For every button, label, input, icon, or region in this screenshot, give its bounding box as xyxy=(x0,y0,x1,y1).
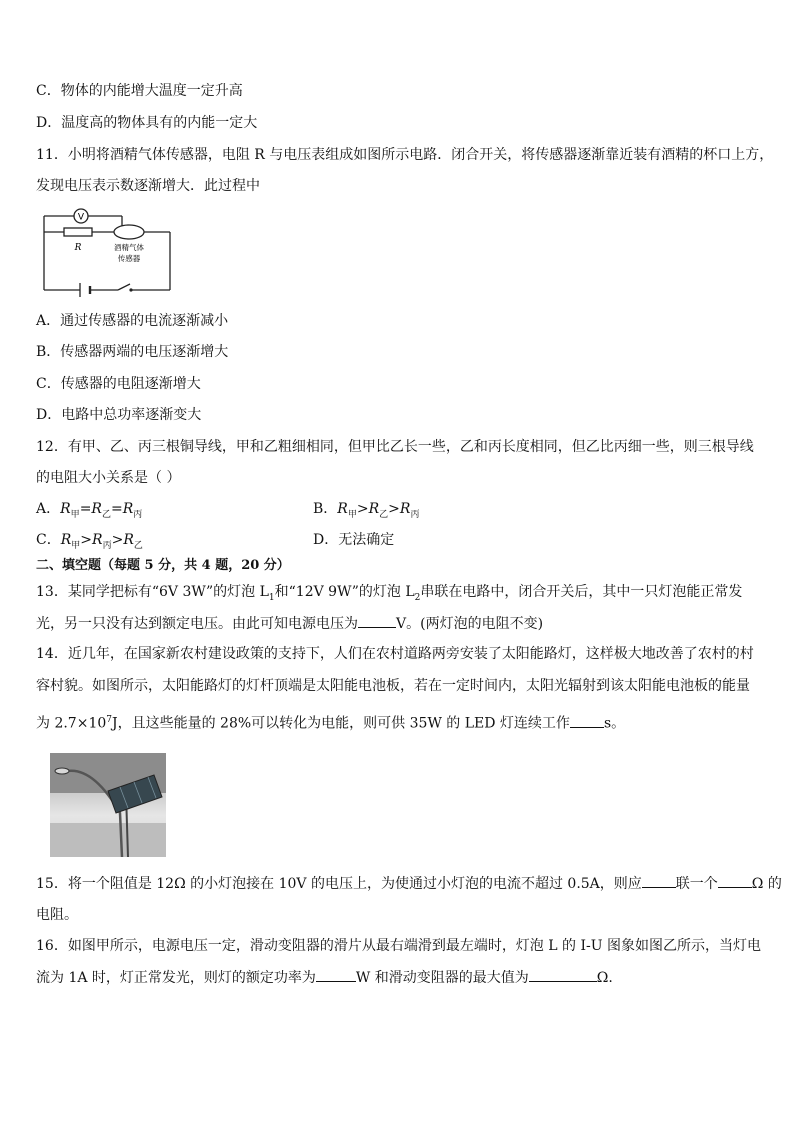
question-12-option-b: B．$R_甲>R_乙>R_丙$ xyxy=(313,501,420,520)
resistor-icon xyxy=(64,228,92,236)
switch-icon xyxy=(129,288,132,291)
resistor-label: R xyxy=(74,243,82,253)
question-11-option-d: D．电路中总功率逐渐变大 xyxy=(36,407,202,423)
answer-blank[interactable] xyxy=(642,874,676,888)
sensor-icon xyxy=(114,225,144,239)
sensor-label-line-1: 酒精气体 xyxy=(114,243,144,252)
question-16-line-2: 流为 1A 时，灯正常发光，则灯的额定功率为 W 和滑动变阻器的最大值为 Ω. xyxy=(36,970,613,986)
question-11-option-a: A．通过传感器的电流逐渐减小 xyxy=(36,313,229,329)
battery-icon xyxy=(80,283,90,297)
question-12-option-c: C．$R_甲>R_丙>R_乙$ xyxy=(36,532,143,551)
voltmeter-label: V xyxy=(77,212,85,223)
question-12-stem-line-1: 12．有甲、乙、丙三根铜导线，甲和乙粗细相同，但甲比乙长一些，乙和丙长度相同，但乙比丙细一些，则三根导线 xyxy=(36,439,754,455)
question-12-stem-line-2: 的电阻大小关系是（ ） xyxy=(36,470,181,486)
solar-street-light-photo xyxy=(50,753,166,857)
question-11-option-b: B．传感器两端的电压逐渐增大 xyxy=(36,344,229,360)
question-14-line-1: 14．近几年，在国家新农村建设政策的支持下，人们在农村道路两旁安装了太阳能路灯，这样极大地改善了农村的村 xyxy=(36,646,754,662)
question-12-option-d: D．无法确定 xyxy=(313,532,395,548)
answer-blank[interactable] xyxy=(358,614,396,628)
question-16-line-1: 16．如图甲所示，电源电压一定，滑动变阻器的滑片从最右端滑到最左端时，灯泡 L 的 I-U 图象如图乙所示，当灯电 xyxy=(36,938,761,954)
question-12-option-a: A．$R_甲=R_乙=R_丙$ xyxy=(36,501,143,520)
question-13-line-1: 13．某同学把标有“6V 3W”的灯泡 $L_1$和“12V 9W”的灯泡 $L_2$串联在电路中，闭合开关后，其中一只灯泡能正常发 xyxy=(36,584,743,603)
section-2-heading: 二、填空题（每题 5 分，共 4 题，20 分） xyxy=(36,558,290,573)
question-11-stem-line-1: 11．小明将酒精气体传感器，电阻 R 与电压表组成如图所示电路．闭合开关，将传感器逐渐靠近装有酒精的杯口上方， xyxy=(36,147,774,163)
answer-blank[interactable] xyxy=(570,714,604,728)
circuit-diagram xyxy=(40,206,180,302)
street-light-icon xyxy=(50,753,166,857)
question-11-stem-line-2: 发现电压表示数逐渐增大．此过程中 xyxy=(36,178,260,194)
question-15-line-1: 15．将一个阻值是 12Ω 的小灯泡接在 10V 的电压上，为使通过小灯泡的电流不超过 0.5A，则应 联一个 Ω 的 xyxy=(36,876,782,892)
answer-blank[interactable] xyxy=(316,968,356,982)
question-14-line-2: 容村貌。如图所示，太阳能路灯的灯杆顶端是太阳能电池板，若在一定时间内，太阳光辐射到该太阳能电池板的能量 xyxy=(36,678,750,694)
question-10-option-c: C．物体的内能增大温度一定升高 xyxy=(36,83,243,99)
question-14-line-3: 为 $2.7\times 10^7J$，且这些能量的 28%可以转化为电能，则可供 35W 的 LED 灯连续工作 s。 xyxy=(36,715,626,732)
sensor-label-line-2: 传感器 xyxy=(117,254,141,263)
question-11-option-c: C．传感器的电阻逐渐增大 xyxy=(36,376,201,392)
question-13-line-2: 光，另一只没有达到额定电压。由此可知电源电压为 V。(两灯泡的电阻不变) xyxy=(36,616,544,632)
question-10-option-d: D．温度高的物体具有的内能一定大 xyxy=(36,115,258,131)
answer-blank[interactable] xyxy=(529,968,597,982)
answer-blank[interactable] xyxy=(718,874,752,888)
question-15-line-2: 电阻。 xyxy=(36,907,78,923)
